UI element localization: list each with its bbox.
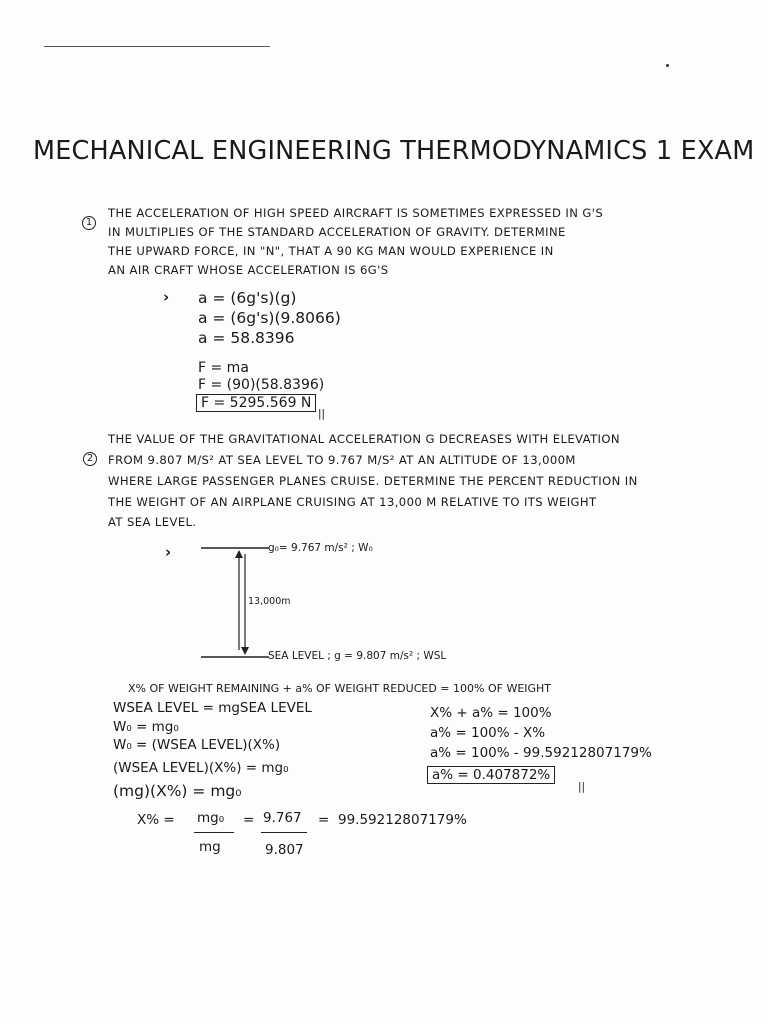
fraction-equals-1: =	[243, 812, 255, 828]
problem-1-number: 1	[82, 216, 96, 230]
problem-2-line-2: FROM 9.807 M/S² AT SEA LEVEL TO 9.767 M/S² AT AN ALTITUDE OF 13,000M	[108, 453, 576, 467]
problem-2-line-4: THE WEIGHT OF AN AIRPLANE CRUISING AT 13,000 M RELATIVE TO ITS WEIGHT	[108, 495, 597, 509]
problem-2-main-equation: X% OF WEIGHT REMAINING + a% OF WEIGHT REDUCED = 100% OF WEIGHT	[128, 682, 552, 695]
fraction-result: 99.59212807179%	[338, 812, 467, 828]
problem-1-line-2: IN MULTIPLIES OF THE STANDARD ACCELERATION OF GRAVITY. DETERMINE	[108, 225, 566, 239]
problem-2-right-step-2: a% = 100% - X%	[430, 725, 546, 741]
problem-1-step-1: a = (6g's)(g)	[198, 289, 297, 307]
page-title: MECHANICAL ENGINEERING THERMODYNAMICS 1 EXAM	[33, 136, 755, 166]
problem-2-left-step-5: (mg)(X%) = mg₀	[113, 782, 242, 800]
problem-1-answer: F = 5295.569 N	[196, 394, 316, 412]
problem-1-line-1: THE ACCELERATION OF HIGH SPEED AIRCRAFT IS SOMETIMES EXPRESSED IN G'S	[108, 206, 604, 220]
problem-2-answer: a% = 0.407872%	[427, 766, 555, 784]
problem-1-step-2: a = (6g's)(9.8066)	[198, 309, 341, 327]
fraction-numerator-2: 9.767	[263, 810, 302, 826]
fraction-denominator-2: 9.807	[265, 842, 304, 858]
problem-2-arrow-icon: ›	[165, 543, 172, 561]
fraction-equals-2: =	[318, 812, 330, 828]
problem-2-line-3: WHERE LARGE PASSENGER PLANES CRUISE. DETERMINE THE PERCENT REDUCTION IN	[108, 474, 638, 488]
problem-1-line-4: AN AIR CRAFT WHOSE ACCELERATION IS 6G'S	[108, 263, 389, 277]
problem-1-step-4: F = ma	[198, 360, 249, 376]
fraction-denominator-1: mg	[199, 839, 221, 855]
problem-2-left-step-1: WSEA LEVEL = mgSEA LEVEL	[113, 700, 312, 716]
problem-1-arrow-icon: ›	[163, 288, 170, 306]
problem-2-left-step-2: W₀ = mg₀	[113, 719, 179, 735]
fraction-numerator-1: mg₀	[197, 810, 225, 826]
fraction-lhs: X% =	[137, 812, 175, 828]
problem-1-line-3: THE UPWARD FORCE, IN "N", THAT A 90 KG MAN WOULD EXPERIENCE IN	[108, 244, 554, 258]
problem-2-right-step-1: X% + a% = 100%	[430, 705, 552, 721]
problem-2-line-1: THE VALUE OF THE GRAVITATIONAL ACCELERATION G DECREASES WITH ELEVATION	[108, 432, 620, 446]
header-rule	[44, 46, 270, 47]
problem-2-number: 2	[83, 452, 97, 466]
problem-1-answer-mark: ||	[318, 408, 326, 420]
problem-1-step-5: F = (90)(58.8396)	[198, 377, 325, 393]
problem-2-left-step-4: (WSEA LEVEL)(X%) = mg₀	[113, 760, 289, 776]
problem-2-left-step-3: W₀ = (WSEA LEVEL)(X%)	[113, 737, 281, 753]
problem-2-line-5: AT SEA LEVEL.	[108, 515, 197, 529]
page-dot	[666, 64, 669, 67]
diagram-height-label: 13,000m	[248, 596, 291, 607]
problem-2-right-step-3: a% = 100% - 99.59212807179%	[430, 745, 652, 761]
problem-2-answer-mark: ||	[578, 781, 586, 793]
diagram-bottom-label: SEA LEVEL ; g = 9.807 m/s² ; WSL	[268, 650, 447, 662]
problem-1-step-3: a = 58.8396	[198, 329, 295, 347]
diagram-top-label: g₀= 9.767 m/s² ; W₀	[268, 542, 373, 554]
fraction-bar-1	[194, 832, 234, 833]
fraction-bar-2	[261, 832, 307, 833]
